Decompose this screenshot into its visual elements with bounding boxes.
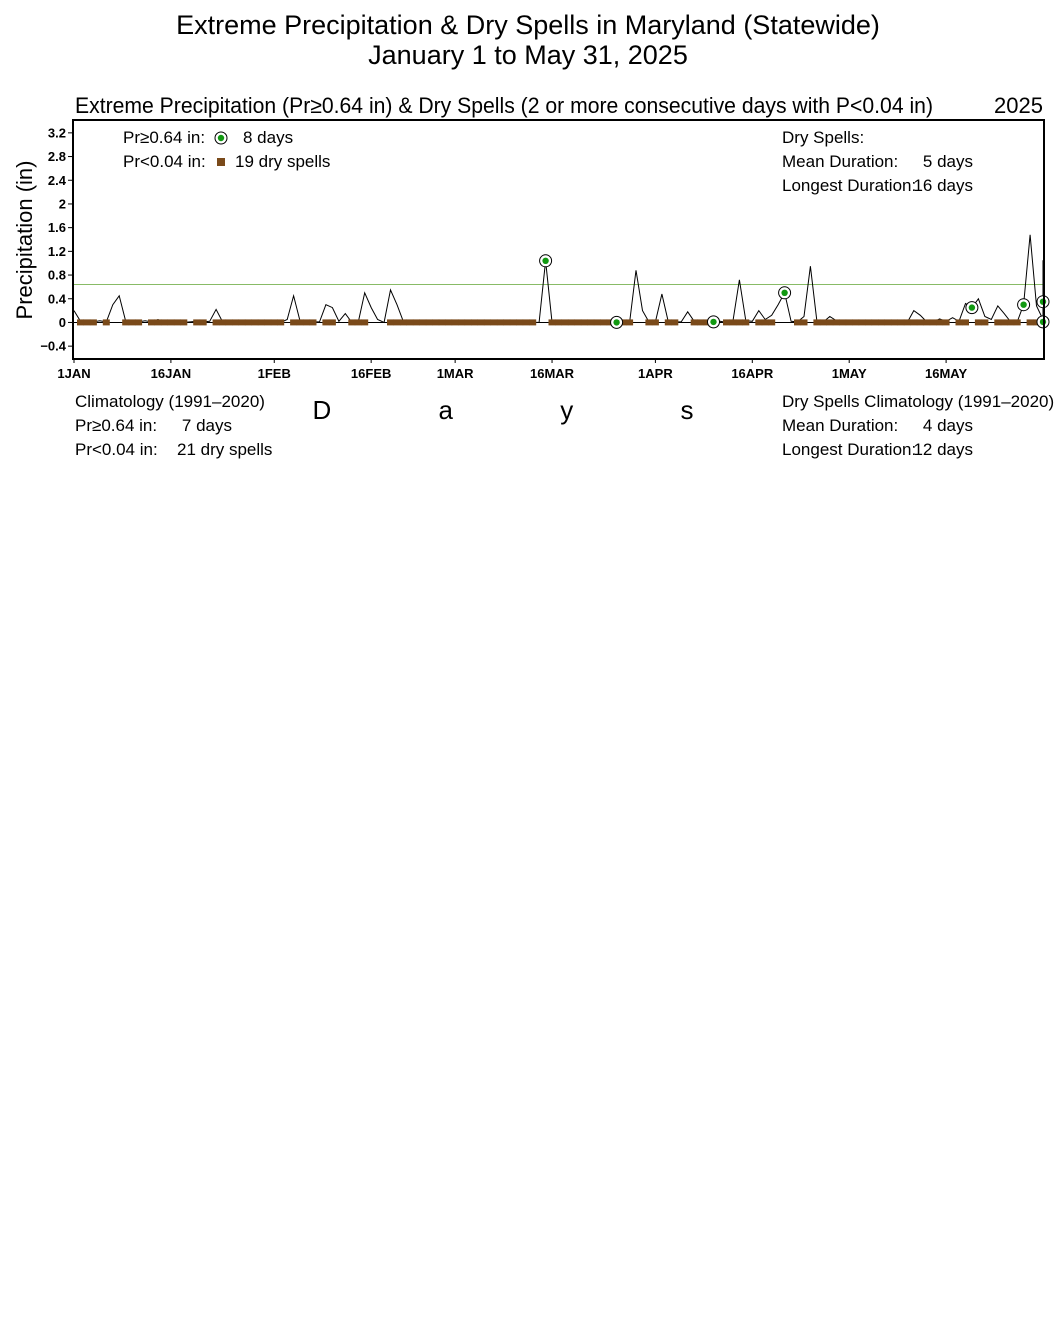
dry-spell-marker <box>981 319 988 325</box>
dry-spell-marker <box>497 319 504 325</box>
extreme-precip-chart <box>0 0 1056 480</box>
dry-spell-marker <box>122 319 129 325</box>
dry-spell-marker <box>458 319 465 325</box>
dry-spell-marker <box>297 319 304 325</box>
legend-dry-value: 19 dry spells <box>235 152 331 171</box>
dry-spell-marker <box>174 319 181 325</box>
dry-spell-marker <box>361 319 368 325</box>
dry-spells-longest-label: Longest Duration: <box>782 176 917 195</box>
dry-spell-marker <box>193 319 200 325</box>
dry-spell-marker <box>1027 319 1034 325</box>
y-tick-label: 0.8 <box>47 267 66 283</box>
dry-spell-marker <box>1001 319 1008 325</box>
panel-title: Extreme Precipitation (Pr≥0.64 in) & Dry Spells (2 or more consecutive days with P<0.04 in) <box>75 93 933 118</box>
dry-spell-marker <box>652 319 659 325</box>
dry-spell-marker <box>452 319 459 325</box>
dry-spell-marker <box>839 319 846 325</box>
dry-spell-marker <box>400 319 407 325</box>
extreme-marker <box>1018 299 1030 311</box>
dry-spell-marker <box>826 319 833 325</box>
dry-spell-marker <box>872 319 879 325</box>
dry-spells-mean-label: Mean Duration: <box>782 152 899 171</box>
climatology-heading: Climatology (1991–2020) <box>75 392 265 411</box>
dry-spells-longest-value: 16 days <box>913 176 973 195</box>
extreme-marker <box>779 287 791 299</box>
dry-spell-marker <box>994 319 1001 325</box>
climatology-extreme-label: Pr≥0.64 in: <box>75 416 158 435</box>
chart-title-line1: Extreme Precipitation & Dry Spells in Maryland (Statewide) <box>176 10 880 40</box>
dry-spell-marker <box>406 319 413 325</box>
dry-spell-marker <box>897 319 904 325</box>
dry-spells-heading: Dry Spells: <box>782 128 865 147</box>
dry-spell-marker <box>180 319 187 325</box>
dry-spell-marker <box>910 319 917 325</box>
y-tick-label: −0.4 <box>40 338 66 354</box>
dry-climatology-longest-value: 12 days <box>913 440 973 459</box>
dry-spell-marker <box>943 319 950 325</box>
x-tick-label: 1JAN <box>57 366 91 381</box>
dry-spell-marker <box>445 319 452 325</box>
dry-spell-marker <box>226 319 233 325</box>
x-axis-label: D a y s <box>312 395 744 425</box>
dry-spell-marker <box>129 319 136 325</box>
dry-spell-marker <box>484 319 491 325</box>
dry-spell-marker <box>290 319 297 325</box>
dry-spell-marker <box>529 319 536 325</box>
dry-spell-marker <box>277 319 284 325</box>
legend-extreme-label: Pr≥0.64 in: <box>123 128 206 147</box>
dry-spell-marker <box>1007 319 1014 325</box>
dry-spell-marker <box>865 319 872 325</box>
dry-spell-marker <box>697 319 704 325</box>
dry-spell-marker <box>594 319 601 325</box>
y-tick-label: 2 <box>58 196 66 212</box>
dry-spell-marker <box>77 319 84 325</box>
dry-spell-marker <box>813 319 820 325</box>
dry-spell-marker <box>355 319 362 325</box>
dry-spell-marker <box>956 319 963 325</box>
climatology-extreme-value: 7 days <box>181 416 232 435</box>
dry-spell-marker <box>219 319 226 325</box>
y-tick-label: 0.4 <box>47 291 66 307</box>
dry-spell-marker <box>258 319 265 325</box>
dry-spell-marker <box>891 319 898 325</box>
extreme-marker-dot <box>1020 302 1026 308</box>
x-tick-label: 1MAY <box>831 366 867 381</box>
extreme-marker <box>611 316 623 328</box>
dry-spell-marker <box>729 319 736 325</box>
dry-spell-marker <box>155 319 162 325</box>
dry-spell-marker <box>671 319 678 325</box>
extreme-marker-dot <box>781 290 787 296</box>
dry-spell-marker <box>820 319 827 325</box>
dry-spell-marker <box>846 319 853 325</box>
extreme-marker-dot <box>710 319 716 325</box>
legend-dry-label: Pr<0.04 in: <box>123 152 206 171</box>
climatology-dry-label: Pr<0.04 in: <box>75 440 158 459</box>
dry-spell-marker <box>852 319 859 325</box>
legend-extreme-value: 8 days <box>243 128 294 147</box>
y-axis-label: Precipitation (in) <box>12 160 37 320</box>
dry-spell-marker <box>200 319 207 325</box>
x-tick-label: 16FEB <box>350 366 392 381</box>
dry-spell-marker <box>917 319 924 325</box>
dry-spell-marker <box>794 319 801 325</box>
precip-series-line <box>74 235 1043 323</box>
dry-spell-marker <box>478 319 485 325</box>
extreme-marker-dot <box>542 258 548 264</box>
dry-spell-marker <box>148 319 155 325</box>
dry-spell-marker <box>691 319 698 325</box>
dry-spell-marker <box>439 319 446 325</box>
x-tick-label: 16JAN <box>150 366 192 381</box>
x-tick-label: 1FEB <box>257 366 291 381</box>
climatology-dry-value: 21 dry spells <box>177 440 273 459</box>
dry-spell-marker <box>303 319 310 325</box>
dry-spell-marker <box>568 319 575 325</box>
dry-spell-marker <box>574 319 581 325</box>
dry-spell-marker <box>975 319 982 325</box>
dry-climatology-longest-label: Longest Duration: <box>782 440 917 459</box>
dry-spell-marker <box>768 319 775 325</box>
dry-spell-marker <box>232 319 239 325</box>
y-tick-label: 1.6 <box>47 220 66 236</box>
dry-spell-marker <box>90 319 97 325</box>
x-tick-label: 16APR <box>731 366 774 381</box>
dry-spell-marker <box>555 319 562 325</box>
dry-spell-marker <box>801 319 808 325</box>
dry-climatology-mean-label: Mean Duration: <box>782 416 899 435</box>
y-tick-label: 0 <box>58 314 66 330</box>
dry-spell-marker <box>736 319 743 325</box>
dry-spell-marker <box>645 319 652 325</box>
x-tick-label: 1MAR <box>436 366 474 381</box>
dry-spell-marker <box>264 319 271 325</box>
dry-spell-marker <box>923 319 930 325</box>
dry-spell-marker <box>885 319 892 325</box>
dry-spell-marker <box>103 319 110 325</box>
legend-extreme-icon-dot <box>218 135 224 141</box>
dry-spell-marker <box>936 319 943 325</box>
extreme-marker <box>540 255 552 267</box>
extreme-marker <box>966 302 978 314</box>
dry-spell-marker <box>271 319 278 325</box>
dry-spell-marker <box>742 319 749 325</box>
dry-spell-marker <box>83 319 90 325</box>
dry-spell-marker <box>762 319 769 325</box>
x-tick-label: 1APR <box>638 366 673 381</box>
dry-spell-marker <box>490 319 497 325</box>
dry-spell-marker <box>239 319 246 325</box>
dry-spell-marker <box>329 319 336 325</box>
dry-spell-marker <box>516 319 523 325</box>
dry-spell-marker <box>310 319 317 325</box>
dry-spell-marker <box>348 319 355 325</box>
dry-spell-marker <box>135 319 142 325</box>
dry-spell-marker <box>626 319 633 325</box>
dry-spell-marker <box>665 319 672 325</box>
dry-spell-marker <box>387 319 394 325</box>
dry-spell-marker <box>600 319 607 325</box>
x-tick-label: 16MAY <box>925 366 968 381</box>
dry-spell-marker <box>562 319 569 325</box>
dry-spell-marker <box>432 319 439 325</box>
dry-spells-mean-value: 5 days <box>922 152 973 171</box>
dry-spell-marker <box>587 319 594 325</box>
dry-spell-marker <box>503 319 510 325</box>
dry-spell-marker <box>426 319 433 325</box>
dry-spell-marker <box>523 319 530 325</box>
dry-spell-marker <box>213 319 220 325</box>
dry-spell-marker <box>549 319 556 325</box>
extreme-marker-dot <box>613 319 619 325</box>
dry-climatology-mean-value: 4 days <box>922 416 973 435</box>
x-tick-label: 16MAR <box>530 366 575 381</box>
chart-title-line2: January 1 to May 31, 2025 <box>368 40 688 70</box>
dry-spell-marker <box>245 319 252 325</box>
y-tick-label: 1.2 <box>47 243 66 259</box>
extreme-marker <box>708 316 720 328</box>
dry-climatology-heading: Dry Spells Climatology (1991–2020) <box>782 392 1055 411</box>
dry-spell-marker <box>1014 319 1021 325</box>
dry-spell-marker <box>394 319 401 325</box>
dry-spell-marker <box>723 319 730 325</box>
dry-spell-marker <box>419 319 426 325</box>
y-tick-label: 2.4 <box>47 172 66 188</box>
legend-dry-icon <box>217 158 225 166</box>
dry-spell-marker <box>465 319 472 325</box>
extreme-marker-dot <box>969 304 975 310</box>
dry-spell-marker <box>322 319 329 325</box>
dry-spell-marker <box>413 319 420 325</box>
dry-spell-marker <box>471 319 478 325</box>
dry-spell-marker <box>251 319 258 325</box>
dry-spell-marker <box>167 319 174 325</box>
dry-spell-marker <box>962 319 969 325</box>
dry-spell-marker <box>878 319 885 325</box>
dry-spell-marker <box>930 319 937 325</box>
dry-spell-marker <box>859 319 866 325</box>
dry-spell-marker <box>161 319 168 325</box>
dry-spell-marker <box>510 319 517 325</box>
dry-spell-marker <box>755 319 762 325</box>
y-tick-label: 3.2 <box>47 125 66 141</box>
dry-spell-marker <box>904 319 911 325</box>
dry-spell-marker <box>833 319 840 325</box>
y-tick-label: 2.8 <box>47 149 66 165</box>
panel-year: 2025 <box>994 93 1043 118</box>
dry-spell-marker <box>581 319 588 325</box>
